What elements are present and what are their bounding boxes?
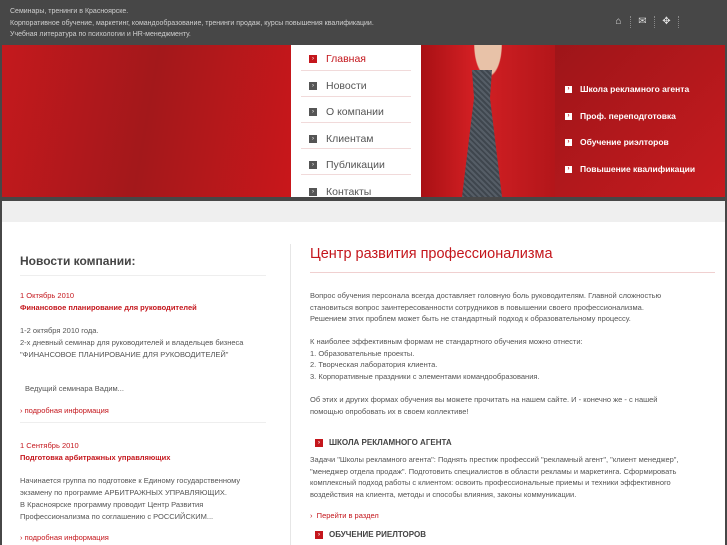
- tagline-2: Корпоративное обучение, маркетинг, командообразование, тренинги продаж, курсы повышения квалификации.: [10, 19, 374, 27]
- arrow-icon: ›: [315, 531, 323, 539]
- link-label: Школа рекламного агента: [580, 84, 690, 94]
- nav-clients[interactable]: [309, 130, 411, 148]
- news-title[interactable]: Финансовое планирование для руководителей: [20, 303, 197, 312]
- news-date: 1 Сентябрь 2010: [20, 441, 79, 450]
- tagline-3: Учебная литература по психологии и HR-менеджменту.: [10, 31, 191, 38]
- arrow-icon: ›: [565, 139, 572, 146]
- intro-paragraph: Вопрос обучения персонала всегда доставляет головную боль руководителям. Главной сложностью становиться вопрос заинтересованности сотрудников в повышении своего профессионализма. Решением этих проблем может быть не стандартный подход к образовательному процессу.: [310, 291, 662, 324]
- home-icon[interactable]: ⌂: [607, 16, 631, 28]
- header-banner: [2, 45, 725, 197]
- link-label: Повышение квалификации: [580, 164, 696, 174]
- more-link[interactable]: › подробная информация: [20, 533, 109, 542]
- more-link[interactable]: › подробная информация: [20, 406, 109, 415]
- top-bar: [0, 0, 727, 45]
- nav-contacts[interactable]: [309, 183, 411, 197]
- tagline-1: Семинары, тренинги в Красноярске.: [10, 8, 129, 15]
- section-heading: › ШКОЛА РЕКЛАМНОГО АГЕНТА: [315, 438, 452, 447]
- header-link[interactable]: [565, 137, 669, 147]
- nav-news[interactable]: [309, 77, 411, 95]
- arrow-icon: ›: [315, 439, 323, 447]
- banner-links: [555, 45, 725, 197]
- header-link[interactable]: [565, 111, 676, 121]
- nav-label: Новости: [326, 80, 367, 92]
- content: [2, 222, 725, 545]
- nav-label: Главная: [326, 53, 366, 65]
- column-divider: [290, 244, 291, 545]
- sitemap-icon[interactable]: ✥: [655, 16, 679, 28]
- nav-label: Контакты: [326, 186, 372, 197]
- header-link[interactable]: [565, 164, 695, 174]
- arrow-icon: ›: [309, 82, 317, 90]
- arrow-icon: ›: [309, 55, 317, 63]
- divider-band: [2, 201, 725, 222]
- news-date: 1 Октябрь 2010: [20, 291, 75, 300]
- mail-icon[interactable]: ✉: [631, 16, 655, 28]
- nav-publications[interactable]: [309, 156, 411, 174]
- link-label: Проф. переподготовка: [580, 111, 676, 121]
- arrow-icon: ›: [309, 161, 317, 169]
- main-nav: [291, 45, 421, 197]
- nav-label: О компании: [326, 106, 384, 118]
- nav-home[interactable]: [309, 50, 411, 68]
- section-text: Задачи "Школы рекламного агента": Поднять престиж профессий "рекламный агент", "клиент менеджер", "менеджер отдела продаж". Подготовить специалистов в области рекламы и маркетинга. Сформировать комплексный подход работы с клиентом: освоить профессиональные приемы и техники эффективного воздействия на клиента, методы и способы влияния, законы коммуникации.: [310, 455, 679, 499]
- forms-paragraph: К наиболее эффективным формам не стандартного обучения можно отнести: 1. Образовательные проекты. 2. Творческая лаборатория клиента. 3. Корпоративные праздники с элементами командообразования.: [310, 337, 583, 381]
- news-heading: Новости компании:: [20, 254, 136, 268]
- outro-paragraph: Об этих и других формах обучения вы можете прочитать на нашем сайте. И - конечно же - с нашей помощью опробовать их в своем коллективе!: [310, 395, 658, 416]
- arrow-icon: ›: [565, 113, 572, 120]
- nav-about[interactable]: [309, 103, 411, 121]
- news-title[interactable]: Подготовка арбитражных управляющих: [20, 453, 171, 462]
- link-label: Обучение риэлторов: [580, 137, 669, 147]
- arrow-icon: ›: [565, 86, 572, 93]
- section-link[interactable]: › Перейти в раздел: [310, 511, 379, 520]
- section-heading: › ОБУЧЕНИЕ РИЕЛТОРОВ: [315, 530, 426, 539]
- arrow-icon: ›: [309, 188, 317, 196]
- nav-label: Клиентам: [326, 133, 374, 145]
- header-link[interactable]: [565, 84, 689, 94]
- banner-left: [2, 45, 291, 197]
- news-text: 1-2 октября 2010 года. 2-х дневный семинар для руководителей и владельцев бизнеса "ФИНАНСОВОЕ ПЛАНИРОВАНИЕ ДЛЯ РУКОВОДИТЕЛЕЙ" Ведущий семинара Вадим...: [20, 326, 244, 393]
- page-title: Центр развития профессионализма: [310, 246, 553, 262]
- nav-label: Публикации: [326, 159, 385, 171]
- arrow-icon: ›: [565, 166, 572, 173]
- arrow-icon: ›: [309, 135, 317, 143]
- news-text: Начинается группа по подготовке к Единому государственному экзамену по программе АРБИТРАЖНЫХ УПРАВЛЯЮЩИХ. В Красноярске программу проводит Центр Развития Профессионализма по соглашению с РОССИЙСКИМ...: [20, 476, 241, 521]
- arrow-icon: ›: [309, 108, 317, 116]
